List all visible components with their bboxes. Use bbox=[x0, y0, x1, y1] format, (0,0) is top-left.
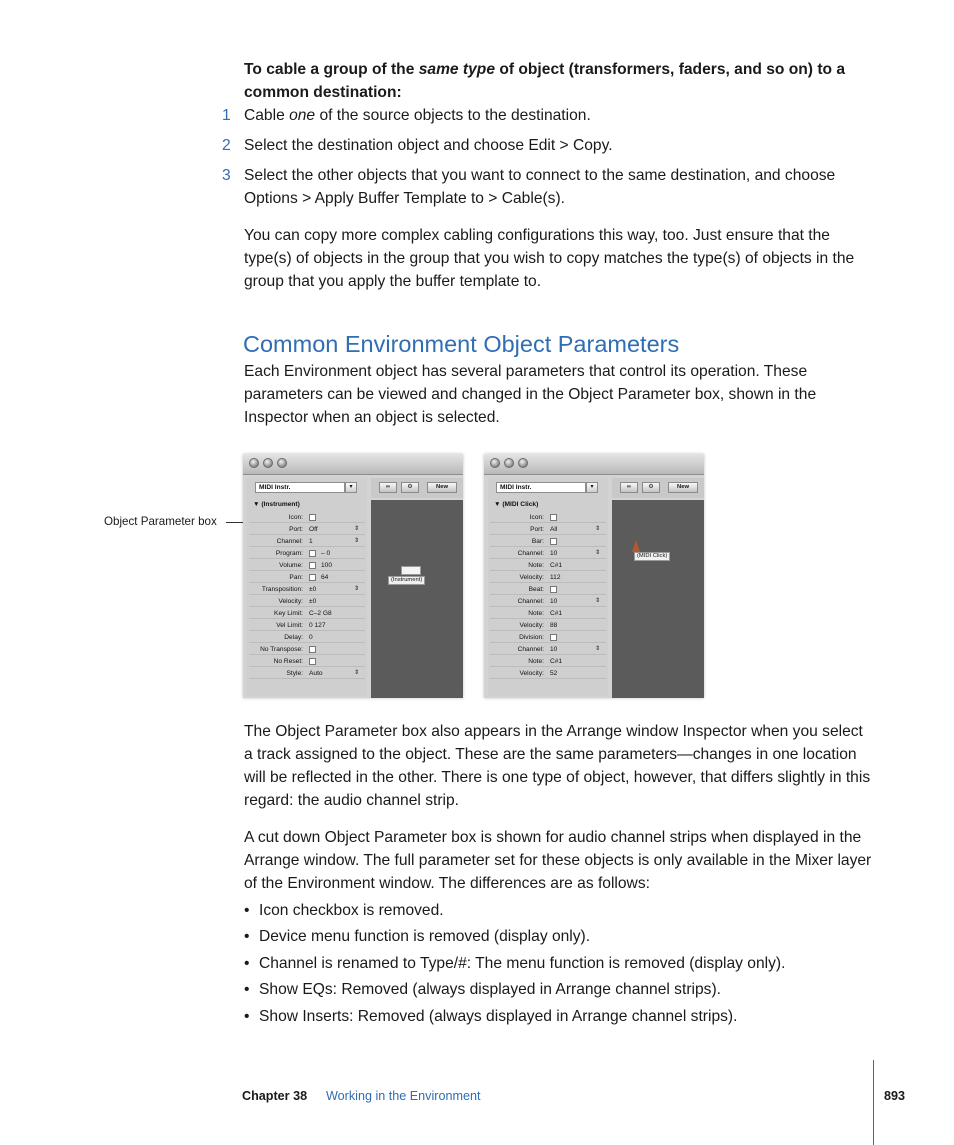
procedure-heading: To cable a group of the same type of object (transformers, faders, and so on) to a common destination: bbox=[244, 61, 846, 101]
minimize-button[interactable] bbox=[504, 458, 514, 468]
step-text: Select the other objects that you want to connect to the same destination, and choose Options > Apply Buffer Template to > Cable(s). bbox=[244, 167, 836, 207]
environment-canvas[interactable] bbox=[612, 500, 704, 698]
footer-divider bbox=[873, 1060, 874, 1145]
parameter-row[interactable] bbox=[249, 524, 365, 535]
parameter-checkbox[interactable] bbox=[550, 634, 557, 641]
parameter-row[interactable] bbox=[249, 560, 365, 571]
parameter-label: Port: bbox=[289, 526, 303, 533]
parameter-label: Transposition: bbox=[261, 586, 303, 593]
paragraph-arrange: The Object Parameter box also appears in the Arrange window Inspector when you select a track assigned to the object. These are the same parameters—changes in one location will be reflected in the other. There is one type of object, however, that differs slightly in this regard: the audio channel strip. bbox=[244, 723, 871, 809]
parameter-row[interactable] bbox=[490, 572, 606, 583]
stepper-icon[interactable]: ⇕ bbox=[594, 646, 600, 652]
stepper-icon[interactable]: ⇕ bbox=[594, 526, 600, 532]
parameter-label: Channel: bbox=[517, 598, 544, 605]
parameter-value[interactable]: 52 bbox=[550, 670, 558, 677]
parameter-label: Icon: bbox=[288, 514, 303, 521]
parameter-label: Channel: bbox=[517, 550, 544, 557]
parameter-row[interactable] bbox=[490, 608, 606, 619]
instrument-icon[interactable] bbox=[401, 566, 421, 575]
parameter-value[interactable]: 88 bbox=[550, 622, 558, 629]
parameter-value[interactable]: ±0 bbox=[309, 598, 317, 605]
parameter-value[interactable]: 10 bbox=[550, 646, 558, 653]
parameter-checkbox[interactable] bbox=[309, 658, 316, 665]
parameter-row[interactable] bbox=[490, 512, 606, 523]
parameter-label: Channel: bbox=[517, 646, 544, 653]
parameter-value[interactable]: C#1 bbox=[550, 562, 563, 569]
parameter-label: Icon: bbox=[529, 514, 544, 521]
section-heading: Common Environment Object Parameters bbox=[243, 331, 680, 357]
object-label[interactable]: (MIDI Click) bbox=[634, 552, 670, 561]
parameter-row[interactable] bbox=[490, 596, 606, 607]
close-button[interactable] bbox=[490, 458, 500, 468]
parameter-row[interactable] bbox=[490, 560, 606, 571]
step-1 bbox=[222, 104, 872, 127]
parameter-value[interactable]: 1 bbox=[309, 538, 313, 545]
page-number: 893 bbox=[884, 1089, 906, 1103]
parameter-checkbox[interactable] bbox=[550, 514, 557, 521]
parameter-label: Volume: bbox=[279, 562, 303, 569]
parameter-label: Note: bbox=[528, 658, 544, 665]
stepper-icon[interactable]: ⇕ bbox=[594, 550, 600, 556]
stepper-icon[interactable]: ⇕ bbox=[594, 598, 600, 604]
bullet-mark: • bbox=[244, 981, 250, 998]
parameter-row[interactable] bbox=[249, 644, 365, 655]
parameter-label: Velocity: bbox=[278, 598, 303, 605]
stepper-icon[interactable]: ⇕ bbox=[353, 538, 359, 544]
parameter-checkbox[interactable] bbox=[309, 514, 316, 521]
parameter-label: Channel: bbox=[276, 538, 303, 545]
parameter-label: Velocity: bbox=[519, 670, 544, 677]
parameter-value[interactable]: 10 bbox=[550, 598, 558, 605]
list-item: • Show EQs: Removed (always displayed in Arrange channel strips). bbox=[244, 978, 874, 1001]
parameter-row[interactable] bbox=[249, 572, 365, 583]
parameter-value[interactable]: – 0 bbox=[321, 550, 331, 557]
callout-label: Object Parameter box bbox=[104, 515, 217, 528]
bullet-mark: • bbox=[244, 902, 250, 919]
parameter-row[interactable] bbox=[490, 668, 606, 679]
new-menu-button[interactable]: New bbox=[427, 482, 457, 493]
step-number: 2 bbox=[222, 137, 231, 154]
parameter-row[interactable] bbox=[249, 620, 365, 631]
parameter-label: Vel Limit: bbox=[276, 622, 303, 629]
parameter-label: Key Limit: bbox=[274, 610, 303, 617]
parameter-label: Style: bbox=[286, 670, 303, 677]
parameter-checkbox[interactable] bbox=[550, 538, 557, 545]
title-bar bbox=[243, 454, 463, 475]
parameter-value[interactable]: Auto bbox=[309, 670, 323, 677]
parameter-value[interactable]: 112 bbox=[550, 574, 561, 581]
object-name[interactable]: ▼ (Instrument) bbox=[253, 501, 300, 508]
minimize-button[interactable] bbox=[263, 458, 273, 468]
parameter-label: Velocity: bbox=[519, 622, 544, 629]
step-text: Select the destination object and choose Edit > Copy. bbox=[244, 137, 613, 154]
parameter-value[interactable]: 10 bbox=[550, 550, 558, 557]
toolbar bbox=[612, 478, 704, 498]
parameter-label: Delay: bbox=[284, 634, 303, 641]
device-menu[interactable]: MIDI Instr. bbox=[255, 482, 345, 493]
bullet-mark: • bbox=[244, 1008, 250, 1025]
parameter-row[interactable] bbox=[490, 548, 606, 559]
parameter-value[interactable]: 64 bbox=[321, 574, 329, 581]
parameter-value[interactable]: ±0 bbox=[309, 586, 317, 593]
parameter-label: Note: bbox=[528, 610, 544, 617]
parameter-label: Division: bbox=[519, 634, 544, 641]
parameter-row[interactable] bbox=[490, 644, 606, 655]
list-item: • Icon checkbox is removed. bbox=[244, 899, 874, 922]
footer-chapter-title[interactable]: Working in the Environment bbox=[326, 1089, 481, 1103]
parameter-value[interactable]: Off bbox=[309, 526, 318, 533]
chevron-down-icon[interactable]: ▾ bbox=[345, 482, 357, 493]
step-text: Cable one of the source objects to the destination. bbox=[244, 107, 591, 124]
chevron-down-icon[interactable]: ▾ bbox=[586, 482, 598, 493]
footer-chapter: Chapter 38 bbox=[242, 1089, 308, 1103]
parameter-label: Velocity: bbox=[519, 574, 544, 581]
parameter-value[interactable]: 0 bbox=[309, 634, 313, 641]
link-icon[interactable]: ∞ bbox=[620, 482, 638, 493]
new-menu-button[interactable]: New bbox=[668, 482, 698, 493]
metronome-icon[interactable] bbox=[632, 540, 640, 552]
list-item: • Channel is renamed to Type/#: The menu function is removed (display only). bbox=[244, 952, 874, 975]
environment-window-instrument bbox=[243, 454, 463, 698]
object-name[interactable]: ▼ (MIDI Click) bbox=[494, 501, 539, 508]
stepper-icon[interactable]: ⇕ bbox=[353, 526, 359, 532]
object-label[interactable]: (Instrument) bbox=[388, 576, 425, 585]
parameter-label: No Transpose: bbox=[260, 646, 303, 653]
parameter-row[interactable] bbox=[249, 608, 365, 619]
zoom-button[interactable] bbox=[518, 458, 528, 468]
close-button[interactable] bbox=[249, 458, 259, 468]
stepper-icon[interactable]: ⇕ bbox=[353, 670, 359, 676]
parameter-row[interactable] bbox=[249, 632, 365, 643]
parameter-row[interactable] bbox=[249, 656, 365, 667]
parameter-row[interactable] bbox=[249, 512, 365, 523]
parameter-label: No Reset: bbox=[273, 658, 303, 665]
toolbar bbox=[371, 478, 463, 498]
parameter-row[interactable] bbox=[490, 620, 606, 631]
paragraph-intro: Each Environment object has several parameters that control its operation. These parameters can be viewed and changed in the Object Parameter box, shown in the Inspector when an object is selected. bbox=[244, 363, 817, 426]
paragraph-cut-down: A cut down Object Parameter box is shown for audio channel strips when displayed in the Arrange window. The full parameter set for these objects is only available in the Mixer layer of the Environment window. The differences are as follows: bbox=[244, 829, 872, 892]
parameter-row[interactable] bbox=[249, 668, 365, 679]
bullet-mark: • bbox=[244, 955, 250, 972]
parameter-value[interactable]: C–2 G8 bbox=[309, 610, 332, 617]
parameter-checkbox[interactable] bbox=[309, 562, 316, 569]
parameter-row[interactable] bbox=[249, 584, 365, 595]
parameter-value[interactable]: C#1 bbox=[550, 658, 563, 665]
bullet-mark: • bbox=[244, 928, 250, 945]
parameter-value[interactable]: 0 127 bbox=[309, 622, 326, 629]
stepper-icon[interactable]: ⇕ bbox=[353, 586, 359, 592]
parameter-label: Beat: bbox=[528, 586, 544, 593]
list-item: • Show Inserts: Removed (always displayed in Arrange channel strips). bbox=[244, 1005, 874, 1028]
parameter-value[interactable]: C#1 bbox=[550, 610, 563, 617]
parameter-checkbox[interactable] bbox=[309, 550, 316, 557]
link-icon[interactable]: ∞ bbox=[379, 482, 397, 493]
parameter-row[interactable] bbox=[490, 524, 606, 535]
parameter-label: Bar: bbox=[531, 538, 544, 545]
device-menu[interactable]: MIDI Instr. bbox=[496, 482, 586, 493]
step-3 bbox=[222, 164, 872, 210]
parameter-value[interactable]: All bbox=[550, 526, 558, 533]
environment-window-midi-click bbox=[484, 454, 704, 698]
parameter-label: Port: bbox=[530, 526, 544, 533]
parameter-checkbox[interactable] bbox=[309, 574, 316, 581]
parameter-label: Note: bbox=[528, 562, 544, 569]
parameter-checkbox[interactable] bbox=[550, 586, 557, 593]
object-parameter-box bbox=[488, 478, 608, 696]
title-bar bbox=[484, 454, 704, 475]
object-parameter-box bbox=[247, 478, 367, 696]
parameter-row[interactable] bbox=[490, 656, 606, 667]
parameter-value[interactable]: 100 bbox=[321, 562, 333, 569]
parameter-checkbox[interactable] bbox=[309, 646, 316, 653]
step-2 bbox=[222, 134, 872, 157]
parameter-row[interactable] bbox=[249, 536, 365, 547]
zoom-button[interactable] bbox=[277, 458, 287, 468]
parameter-row[interactable] bbox=[249, 548, 365, 559]
paragraph-copy-cabling: You can copy more complex cabling configurations this way, too. Just ensure that the type(s) of objects in the group that you wish to copy matches the type(s) of objects in the group that you apply the buffer template to. bbox=[244, 227, 855, 290]
list-item: • Device menu function is removed (display only). bbox=[244, 925, 874, 948]
step-number: 1 bbox=[222, 107, 231, 124]
step-number: 3 bbox=[222, 167, 231, 184]
parameter-row[interactable] bbox=[490, 536, 606, 547]
parameter-row[interactable] bbox=[490, 584, 606, 595]
parameter-label: Pan: bbox=[289, 574, 303, 581]
gear-icon[interactable]: ⚙ bbox=[642, 482, 660, 493]
parameter-row[interactable] bbox=[249, 596, 365, 607]
gear-icon[interactable]: ⚙ bbox=[401, 482, 419, 493]
parameter-row[interactable] bbox=[490, 632, 606, 643]
parameter-label: Program: bbox=[275, 550, 303, 557]
environment-canvas[interactable] bbox=[371, 500, 463, 698]
